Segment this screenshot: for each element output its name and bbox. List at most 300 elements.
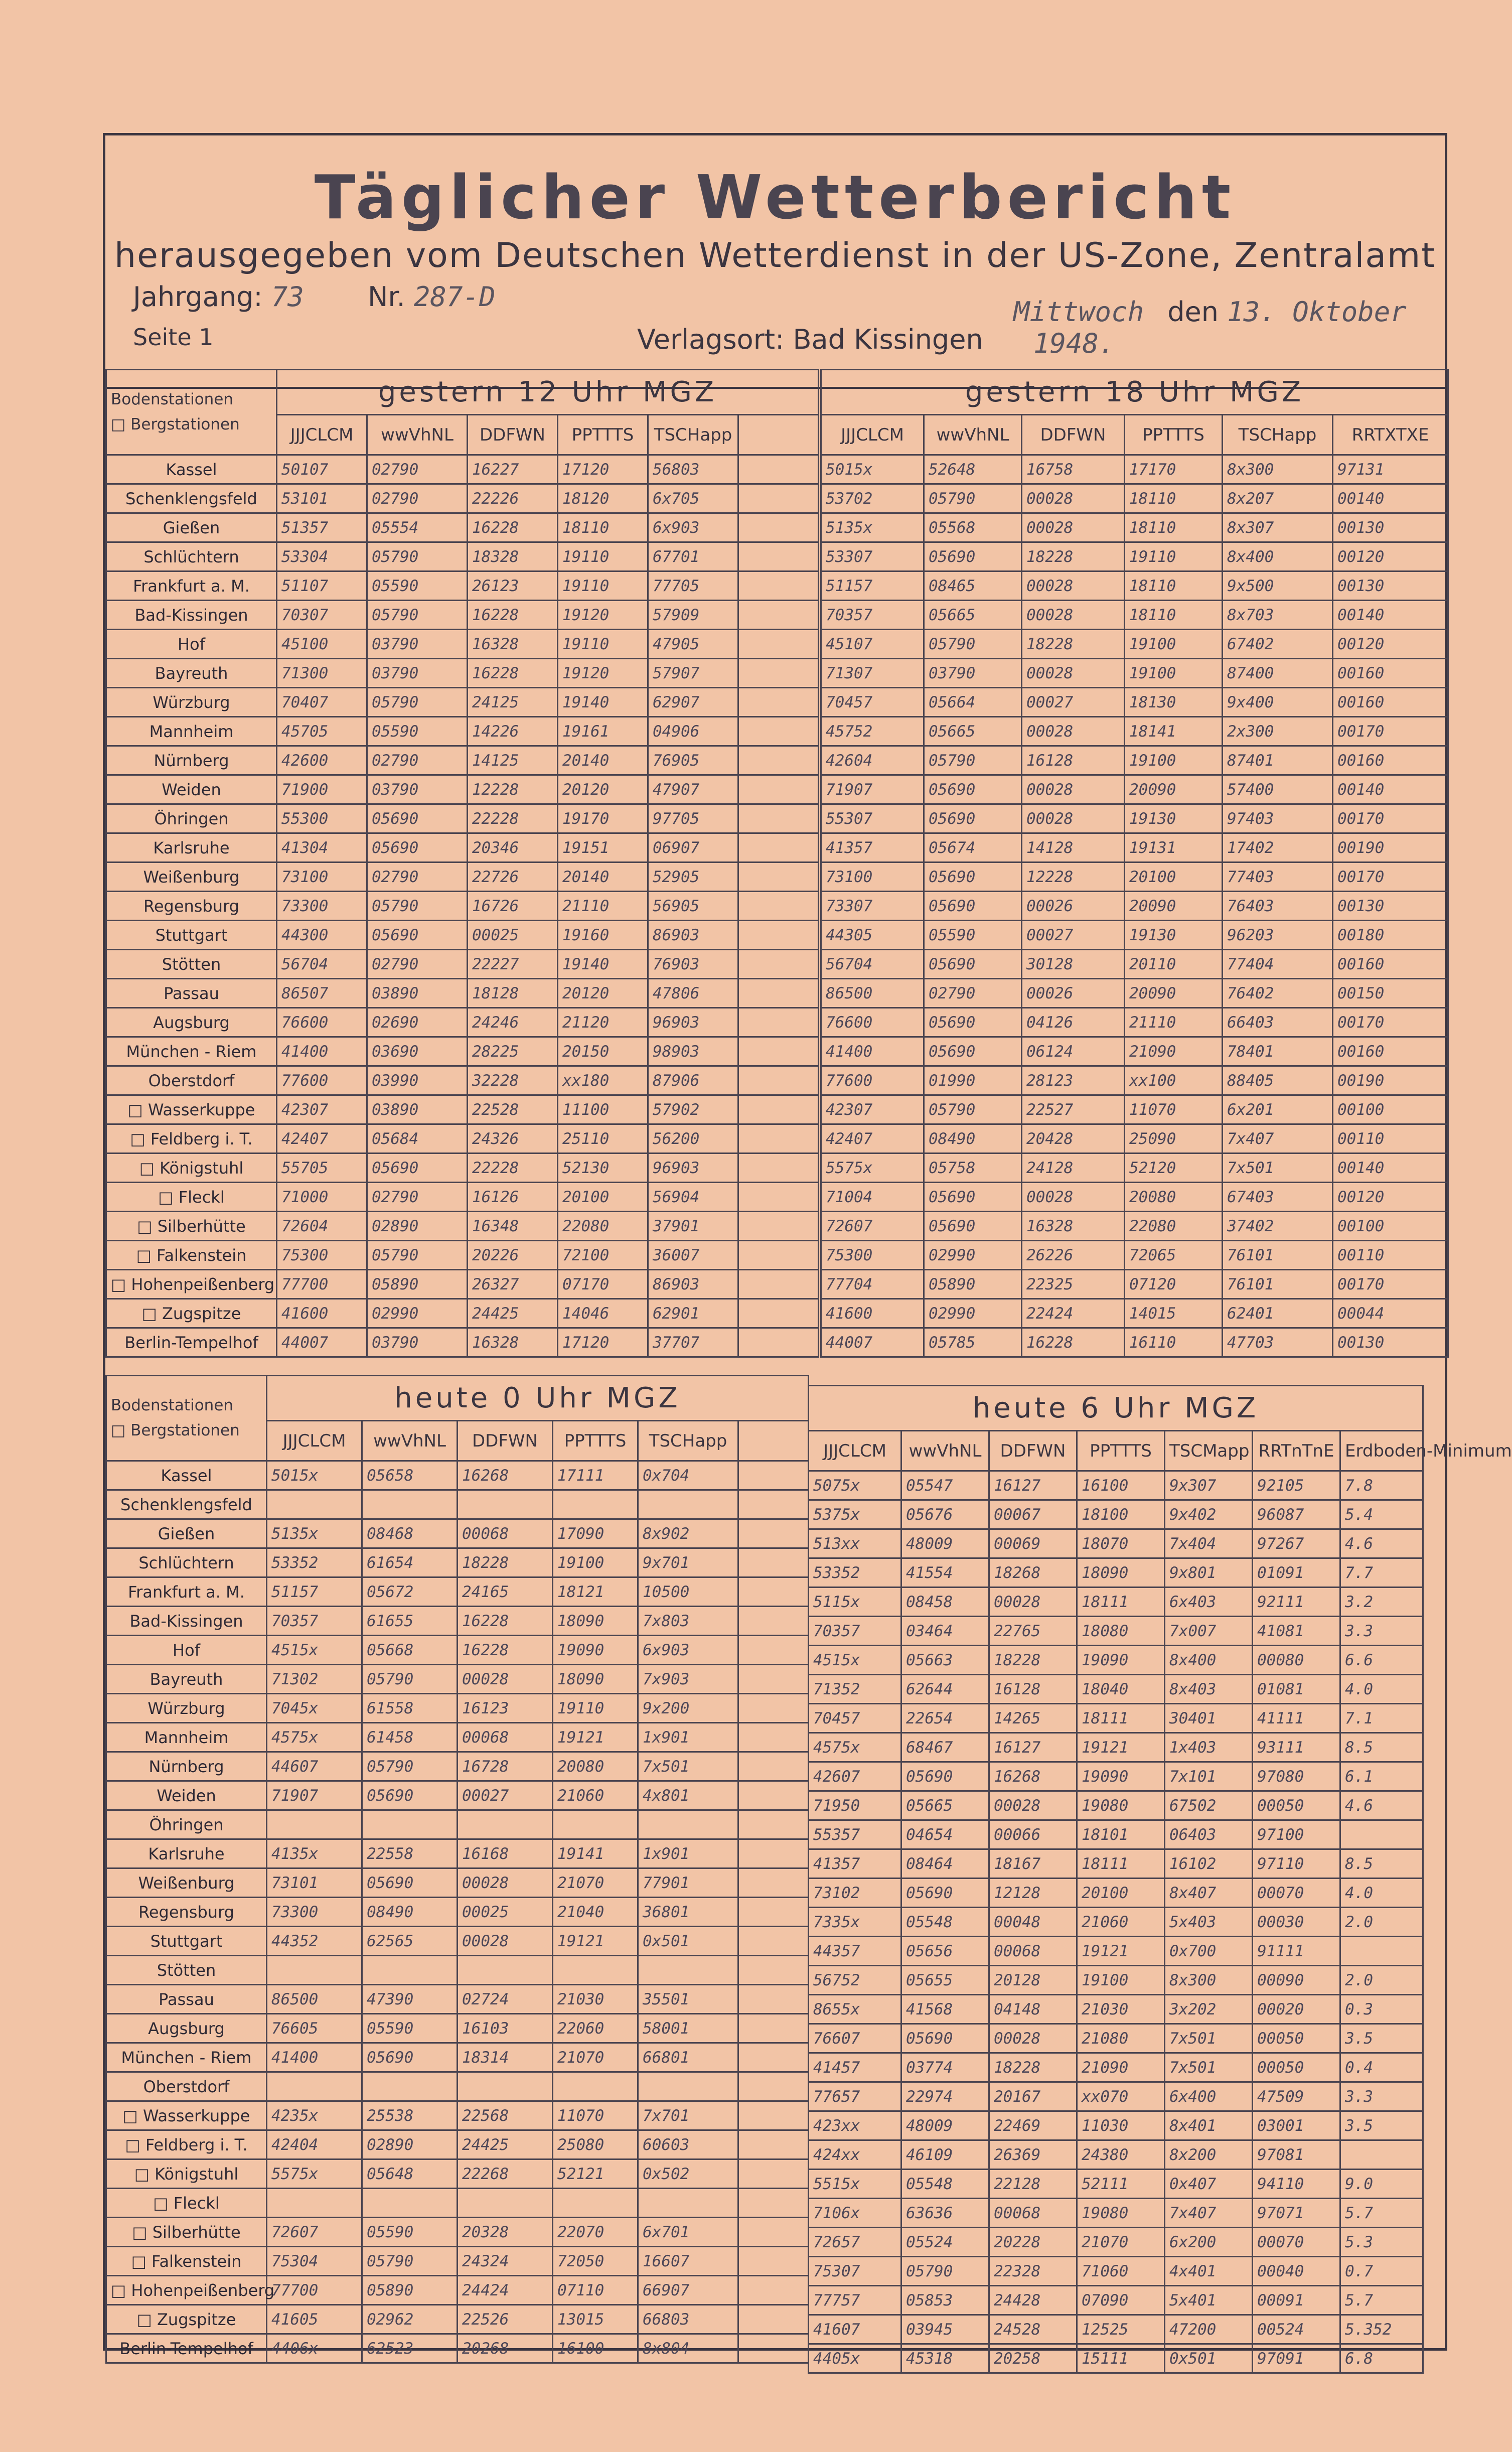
- data-cell: 42604: [821, 746, 924, 775]
- data-cell: 97267: [1253, 1529, 1340, 1558]
- data-cell: 86500: [267, 1985, 362, 2014]
- data-cell: 00028: [458, 1665, 553, 1694]
- data-cell: 71900: [277, 775, 367, 804]
- table-row: [821, 542, 1448, 571]
- data-cell: 44305: [821, 921, 924, 950]
- data-cell: 56904: [648, 1183, 738, 1212]
- data-cell: 47509: [1253, 2082, 1340, 2111]
- data-cell: 00170: [1333, 1008, 1448, 1037]
- data-cell: 513xx: [809, 1529, 901, 1558]
- data-cell: 14125: [468, 746, 558, 775]
- table-row: [106, 1985, 809, 2014]
- data-cell: 18111: [1077, 1849, 1165, 1879]
- station-name: Regensburg: [106, 1898, 267, 1927]
- data-cell: 0x407: [1165, 2170, 1253, 2199]
- data-cell: 7.7: [1340, 1558, 1423, 1588]
- data-cell: 00069: [989, 1529, 1077, 1558]
- data-cell: 47806: [648, 979, 738, 1008]
- station-name: □ Feldberg i. T.: [106, 2130, 267, 2159]
- data-cell: 22080: [1125, 1212, 1223, 1241]
- data-cell: 5135x: [821, 513, 924, 542]
- data-cell: 22070: [553, 2218, 638, 2247]
- data-cell: 22060: [553, 2014, 638, 2043]
- data-cell: 4135x: [267, 1839, 362, 1868]
- data-cell-empty: [738, 455, 819, 484]
- data-cell-empty: [738, 1008, 819, 1037]
- data-cell: 75300: [277, 1241, 367, 1270]
- station-name: Bad-Kissingen: [106, 601, 277, 630]
- data-cell: 19110: [553, 1694, 638, 1723]
- data-cell: 05758: [924, 1153, 1022, 1183]
- data-cell: 20268: [458, 2334, 553, 2363]
- data-cell: 02690: [367, 1008, 468, 1037]
- data-cell: 00100: [1333, 1095, 1448, 1124]
- data-cell: 72050: [553, 2247, 638, 2276]
- data-cell: 02990: [367, 1299, 468, 1328]
- data-cell: 6x903: [638, 1636, 738, 1665]
- data-cell: 77700: [277, 1270, 367, 1299]
- data-cell-empty: [738, 1328, 819, 1357]
- data-cell: 06907: [648, 833, 738, 862]
- data-cell: 73300: [277, 892, 367, 921]
- data-cell: 00020: [1253, 1995, 1340, 2024]
- table-gestern-18-uhr: [820, 369, 1449, 1358]
- data-cell: 1x901: [638, 1839, 738, 1868]
- data-cell: 22268: [458, 2159, 553, 2189]
- table-row: [821, 950, 1448, 979]
- data-cell: 41600: [277, 1299, 367, 1328]
- data-cell: 41304: [277, 833, 367, 862]
- data-cell: [553, 2072, 638, 2101]
- data-cell: 05590: [367, 717, 468, 746]
- data-cell: 05785: [924, 1328, 1022, 1357]
- data-cell: 44357: [809, 1937, 901, 1966]
- table-row: [106, 804, 819, 833]
- data-cell: 4575x: [267, 1723, 362, 1752]
- data-cell: [267, 2189, 362, 2218]
- table-row: [106, 1752, 809, 1781]
- data-cell: 28123: [1022, 1066, 1125, 1095]
- data-cell: 19100: [1125, 659, 1223, 688]
- table-row: [809, 2170, 1423, 2199]
- table-row: [106, 513, 819, 542]
- data-cell: 22558: [362, 1839, 458, 1868]
- data-cell: 18314: [458, 2043, 553, 2072]
- data-cell: 70357: [267, 1607, 362, 1636]
- bergstationen-label: □ Bergstationen: [111, 415, 240, 434]
- data-cell: 57909: [648, 601, 738, 630]
- data-cell: 16127: [989, 1733, 1077, 1762]
- data-cell: 7x501: [638, 1752, 738, 1781]
- table-row: [809, 1879, 1423, 1908]
- data-cell: [458, 2072, 553, 2101]
- data-cell: 46109: [901, 2140, 989, 2170]
- data-cell: 05790: [924, 484, 1022, 513]
- column-header: DDFWN: [468, 415, 558, 455]
- data-cell: 18110: [1125, 601, 1223, 630]
- data-cell: 5075x: [809, 1471, 901, 1500]
- data-cell: 24125: [468, 688, 558, 717]
- data-cell-empty: [738, 659, 819, 688]
- data-cell: 05690: [367, 804, 468, 833]
- station-name: Schlüchtern: [106, 542, 277, 571]
- data-cell: 19090: [1077, 1646, 1165, 1675]
- data-cell: [458, 1956, 553, 1985]
- data-cell: 41600: [821, 1299, 924, 1328]
- data-cell: 00050: [1253, 1791, 1340, 1820]
- data-cell: 0x502: [638, 2159, 738, 2189]
- data-cell: 4.0: [1340, 1879, 1423, 1908]
- data-cell: 19100: [553, 1548, 638, 1577]
- data-cell: 97080: [1253, 1762, 1340, 1791]
- data-cell: 02790: [367, 1183, 468, 1212]
- data-cell: 73100: [821, 862, 924, 892]
- data-cell: 61558: [362, 1694, 458, 1723]
- data-cell: 03790: [367, 630, 468, 659]
- data-cell: 8x207: [1223, 484, 1333, 513]
- data-cell: 16328: [468, 1328, 558, 1357]
- data-cell: 18121: [553, 1577, 638, 1607]
- station-name: Stötten: [106, 950, 277, 979]
- data-cell: 19120: [558, 601, 648, 630]
- data-cell: 6.6: [1340, 1646, 1423, 1675]
- data-cell: 21110: [558, 892, 648, 921]
- data-cell: 20167: [989, 2082, 1077, 2111]
- data-cell: xx100: [1125, 1066, 1223, 1095]
- data-cell-empty: [738, 892, 819, 921]
- data-cell-empty: [738, 1037, 819, 1066]
- data-cell: 8x400: [1165, 1646, 1253, 1675]
- data-cell: 25538: [362, 2101, 458, 2130]
- data-cell: 05674: [924, 833, 1022, 862]
- data-cell: [458, 2189, 553, 2218]
- table-row: [821, 1183, 1448, 1212]
- data-cell: 93111: [1253, 1733, 1340, 1762]
- data-cell: 16228: [468, 601, 558, 630]
- data-cell-empty: [738, 1095, 819, 1124]
- data-cell: 18328: [468, 542, 558, 571]
- data-cell: 05790: [362, 1665, 458, 1694]
- den-label: den: [1167, 296, 1219, 328]
- data-cell: 21080: [1077, 2024, 1165, 2053]
- data-cell: 19141: [553, 1839, 638, 1868]
- data-cell: 16100: [553, 2334, 638, 2363]
- data-cell: xx180: [558, 1066, 648, 1095]
- data-cell: 7.1: [1340, 1704, 1423, 1733]
- data-cell: 86903: [648, 1270, 738, 1299]
- table-row: [106, 1461, 809, 1490]
- table-row: [809, 2315, 1423, 2344]
- table-row: [106, 2072, 809, 2101]
- data-cell: 52121: [553, 2159, 638, 2189]
- data-cell: 45107: [821, 630, 924, 659]
- data-cell-empty: [738, 1241, 819, 1270]
- data-cell: 87400: [1223, 659, 1333, 688]
- data-cell: 02890: [367, 1212, 468, 1241]
- data-cell: 18111: [1077, 1588, 1165, 1617]
- data-cell: 01081: [1253, 1675, 1340, 1704]
- data-cell: 63636: [901, 2199, 989, 2228]
- table-row: [821, 921, 1448, 950]
- data-cell: 97110: [1253, 1849, 1340, 1879]
- data-cell: 51157: [267, 1577, 362, 1607]
- data-cell: 00091: [1253, 2286, 1340, 2315]
- data-cell: 6x903: [648, 513, 738, 542]
- data-cell-empty: [738, 2189, 809, 2218]
- data-cell: 25080: [553, 2130, 638, 2159]
- data-cell: 5575x: [267, 2159, 362, 2189]
- data-cell: 22228: [468, 804, 558, 833]
- data-cell: 06124: [1022, 1037, 1125, 1066]
- data-cell: 04126: [1022, 1008, 1125, 1037]
- data-cell: 19080: [1077, 1791, 1165, 1820]
- data-cell: [638, 2189, 738, 2218]
- data-cell: 16228: [458, 1607, 553, 1636]
- data-cell: 9x402: [1165, 1500, 1253, 1529]
- data-cell: 00040: [1253, 2257, 1340, 2286]
- table-row: [821, 775, 1448, 804]
- table-row: [821, 571, 1448, 601]
- data-cell: 05690: [924, 1037, 1022, 1066]
- data-cell: 00025: [458, 1898, 553, 1927]
- data-cell: 76607: [809, 2024, 901, 2053]
- table-row: [821, 746, 1448, 775]
- data-cell: 00090: [1253, 1966, 1340, 1995]
- table-row: [809, 1617, 1423, 1646]
- data-cell: 61654: [362, 1548, 458, 1577]
- data-cell-empty: [738, 2159, 809, 2189]
- data-cell: 30128: [1022, 950, 1125, 979]
- data-cell: 19110: [1125, 542, 1223, 571]
- jahrgang-label: Jahrgang:: [133, 281, 263, 313]
- data-cell: 7x404: [1165, 1529, 1253, 1558]
- table-row: [821, 630, 1448, 659]
- data-cell: 5115x: [809, 1588, 901, 1617]
- data-cell: 20226: [468, 1241, 558, 1270]
- data-cell: 94110: [1253, 2170, 1340, 2199]
- data-cell: 05790: [901, 2257, 989, 2286]
- data-cell: 44352: [267, 1927, 362, 1956]
- data-cell: 7x803: [638, 1607, 738, 1636]
- data-cell: 05690: [901, 1879, 989, 1908]
- column-header: RRTXTXE: [1333, 415, 1448, 455]
- table-row: [821, 1008, 1448, 1037]
- column-header: TSCHapp: [638, 1421, 738, 1461]
- data-cell: 18228: [989, 1646, 1077, 1675]
- data-cell: 67502: [1165, 1791, 1253, 1820]
- data-cell: 3.2: [1340, 1588, 1423, 1617]
- data-cell: 19121: [1077, 1733, 1165, 1762]
- data-cell: 00080: [1253, 1646, 1340, 1675]
- data-cell: 1x901: [638, 1723, 738, 1752]
- data-cell: 423xx: [809, 2111, 901, 2140]
- data-cell: 05690: [367, 921, 468, 950]
- data-cell: 00130: [1333, 1328, 1448, 1357]
- data-cell: 4406x: [267, 2334, 362, 2363]
- data-cell: 17402: [1223, 833, 1333, 862]
- data-cell: 05690: [924, 775, 1022, 804]
- data-cell: 19100: [1077, 1966, 1165, 1995]
- data-cell: 7x501: [1165, 2053, 1253, 2082]
- table-row: [809, 1966, 1423, 1995]
- table-row: [106, 1008, 819, 1037]
- column-header: PPTTTS: [1077, 1431, 1165, 1471]
- column-header: PPTTTS: [1125, 415, 1223, 455]
- data-cell: 52905: [648, 862, 738, 892]
- bergstationen-label: □ Bergstationen: [111, 1421, 240, 1439]
- table-row: [106, 892, 819, 921]
- data-cell: 16328: [468, 630, 558, 659]
- data-cell: 00180: [1333, 921, 1448, 950]
- data-cell: 56752: [809, 1966, 901, 1995]
- data-cell: 05590: [362, 2014, 458, 2043]
- data-cell: 20328: [458, 2218, 553, 2247]
- data-cell: 42307: [277, 1095, 367, 1124]
- data-cell: 16127: [989, 1471, 1077, 1500]
- data-cell: 18110: [1125, 513, 1223, 542]
- data-cell: 00044: [1333, 1299, 1448, 1328]
- station-name: Stuttgart: [106, 921, 277, 950]
- data-cell: 77657: [809, 2082, 901, 2111]
- data-cell: 87401: [1223, 746, 1333, 775]
- column-header: JJJCLCM: [821, 415, 924, 455]
- data-cell: 5.7: [1340, 2286, 1423, 2315]
- data-cell: 17090: [553, 1519, 638, 1548]
- table-row: [106, 1898, 809, 1927]
- table-row: [106, 1490, 809, 1519]
- data-cell: 56905: [648, 892, 738, 921]
- table-row: [106, 921, 819, 950]
- data-cell-empty: [738, 2218, 809, 2247]
- data-cell: 11070: [1125, 1095, 1223, 1124]
- data-cell: 05790: [367, 1241, 468, 1270]
- data-cell: 05890: [362, 2276, 458, 2305]
- data-cell-empty: [738, 921, 819, 950]
- data-cell: 00027: [1022, 688, 1125, 717]
- station-name: München - Riem: [106, 2043, 267, 2072]
- table-row: [106, 1694, 809, 1723]
- data-cell: 71907: [267, 1781, 362, 1810]
- station-name: Stötten: [106, 1956, 267, 1985]
- data-cell: 21090: [1077, 2053, 1165, 2082]
- data-cell: 20120: [558, 775, 648, 804]
- station-header: [106, 1376, 267, 1461]
- data-cell: 72607: [267, 2218, 362, 2247]
- data-cell: 5.3: [1340, 2228, 1423, 2257]
- data-cell: 14265: [989, 1704, 1077, 1733]
- data-cell: 71000: [277, 1183, 367, 1212]
- data-cell: 11100: [558, 1095, 648, 1124]
- verlagsort: Verlagsort: Bad Kissingen: [637, 324, 983, 355]
- data-cell: 05547: [901, 1471, 989, 1500]
- date-value: 13. Oktober: [1227, 296, 1407, 328]
- data-cell-empty: [738, 601, 819, 630]
- table-row: [106, 1548, 809, 1577]
- data-cell: 19110: [558, 542, 648, 571]
- station-name: Augsburg: [106, 1008, 277, 1037]
- data-cell: 19140: [558, 950, 648, 979]
- data-cell: 18130: [1125, 688, 1223, 717]
- data-cell: 00170: [1333, 717, 1448, 746]
- data-cell: 05790: [924, 1095, 1022, 1124]
- data-cell: 51157: [821, 571, 924, 601]
- table-row: [809, 1937, 1423, 1966]
- data-cell: 71950: [809, 1791, 901, 1820]
- data-cell: 70357: [821, 601, 924, 630]
- data-cell: 3.5: [1340, 2024, 1423, 2053]
- data-cell: 96903: [648, 1008, 738, 1037]
- data-cell-empty: [738, 979, 819, 1008]
- data-cell: 76402: [1223, 979, 1333, 1008]
- data-cell: 87906: [648, 1066, 738, 1095]
- station-name: □ Wasserkuppe: [106, 1095, 277, 1124]
- data-cell: 02790: [367, 862, 468, 892]
- data-cell: 20090: [1125, 775, 1223, 804]
- data-cell: 4405x: [809, 2344, 901, 2373]
- data-cell: 00028: [1022, 571, 1125, 601]
- table-row: [106, 2159, 809, 2189]
- table-row: [106, 2189, 809, 2218]
- data-cell: 3.5: [1340, 2111, 1423, 2140]
- data-cell: 72657: [809, 2228, 901, 2257]
- data-cell: 24324: [458, 2247, 553, 2276]
- data-cell: 71300: [277, 659, 367, 688]
- data-cell: 00066: [989, 1820, 1077, 1849]
- data-cell: [267, 2072, 362, 2101]
- table-row: [106, 1868, 809, 1898]
- station-name: Öhringen: [106, 1810, 267, 1839]
- data-cell: 21070: [553, 2043, 638, 2072]
- data-cell: 66803: [638, 2305, 738, 2334]
- data-cell: 62523: [362, 2334, 458, 2363]
- data-cell: 71004: [821, 1183, 924, 1212]
- column-header-empty: [738, 1421, 809, 1461]
- data-cell: 70307: [277, 601, 367, 630]
- data-cell: 3.3: [1340, 2082, 1423, 2111]
- column-header: JJJCLCM: [809, 1431, 901, 1471]
- data-cell: 20100: [1125, 862, 1223, 892]
- data-cell: 20140: [558, 746, 648, 775]
- data-cell: 75307: [809, 2257, 901, 2286]
- data-cell: 18228: [458, 1548, 553, 1577]
- data-cell: 32228: [468, 1066, 558, 1095]
- data-cell: 97100: [1253, 1820, 1340, 1849]
- data-cell: 22765: [989, 1617, 1077, 1646]
- data-cell-empty: [738, 717, 819, 746]
- table-row: [821, 1124, 1448, 1153]
- data-cell: 00068: [989, 2199, 1077, 2228]
- data-cell: 05656: [901, 1937, 989, 1966]
- station-name: Bad-Kissingen: [106, 1607, 267, 1636]
- table-row: [809, 2024, 1423, 2053]
- data-cell-empty: [738, 1548, 809, 1577]
- table-row: [106, 659, 819, 688]
- station-name: Weiden: [106, 1781, 267, 1810]
- data-cell: 60603: [638, 2130, 738, 2159]
- data-cell: 4x801: [638, 1781, 738, 1810]
- table-row: [821, 659, 1448, 688]
- data-cell: 52130: [558, 1153, 648, 1183]
- data-cell: 5x403: [1165, 1908, 1253, 1937]
- table-row: [809, 1849, 1423, 1879]
- data-cell: 4x401: [1165, 2257, 1253, 2286]
- data-cell: 77404: [1223, 950, 1333, 979]
- table-row: [821, 1328, 1448, 1357]
- table-row: [106, 1095, 819, 1124]
- data-cell: 42407: [277, 1124, 367, 1153]
- data-cell: 05665: [901, 1791, 989, 1820]
- data-cell: 22568: [458, 2101, 553, 2130]
